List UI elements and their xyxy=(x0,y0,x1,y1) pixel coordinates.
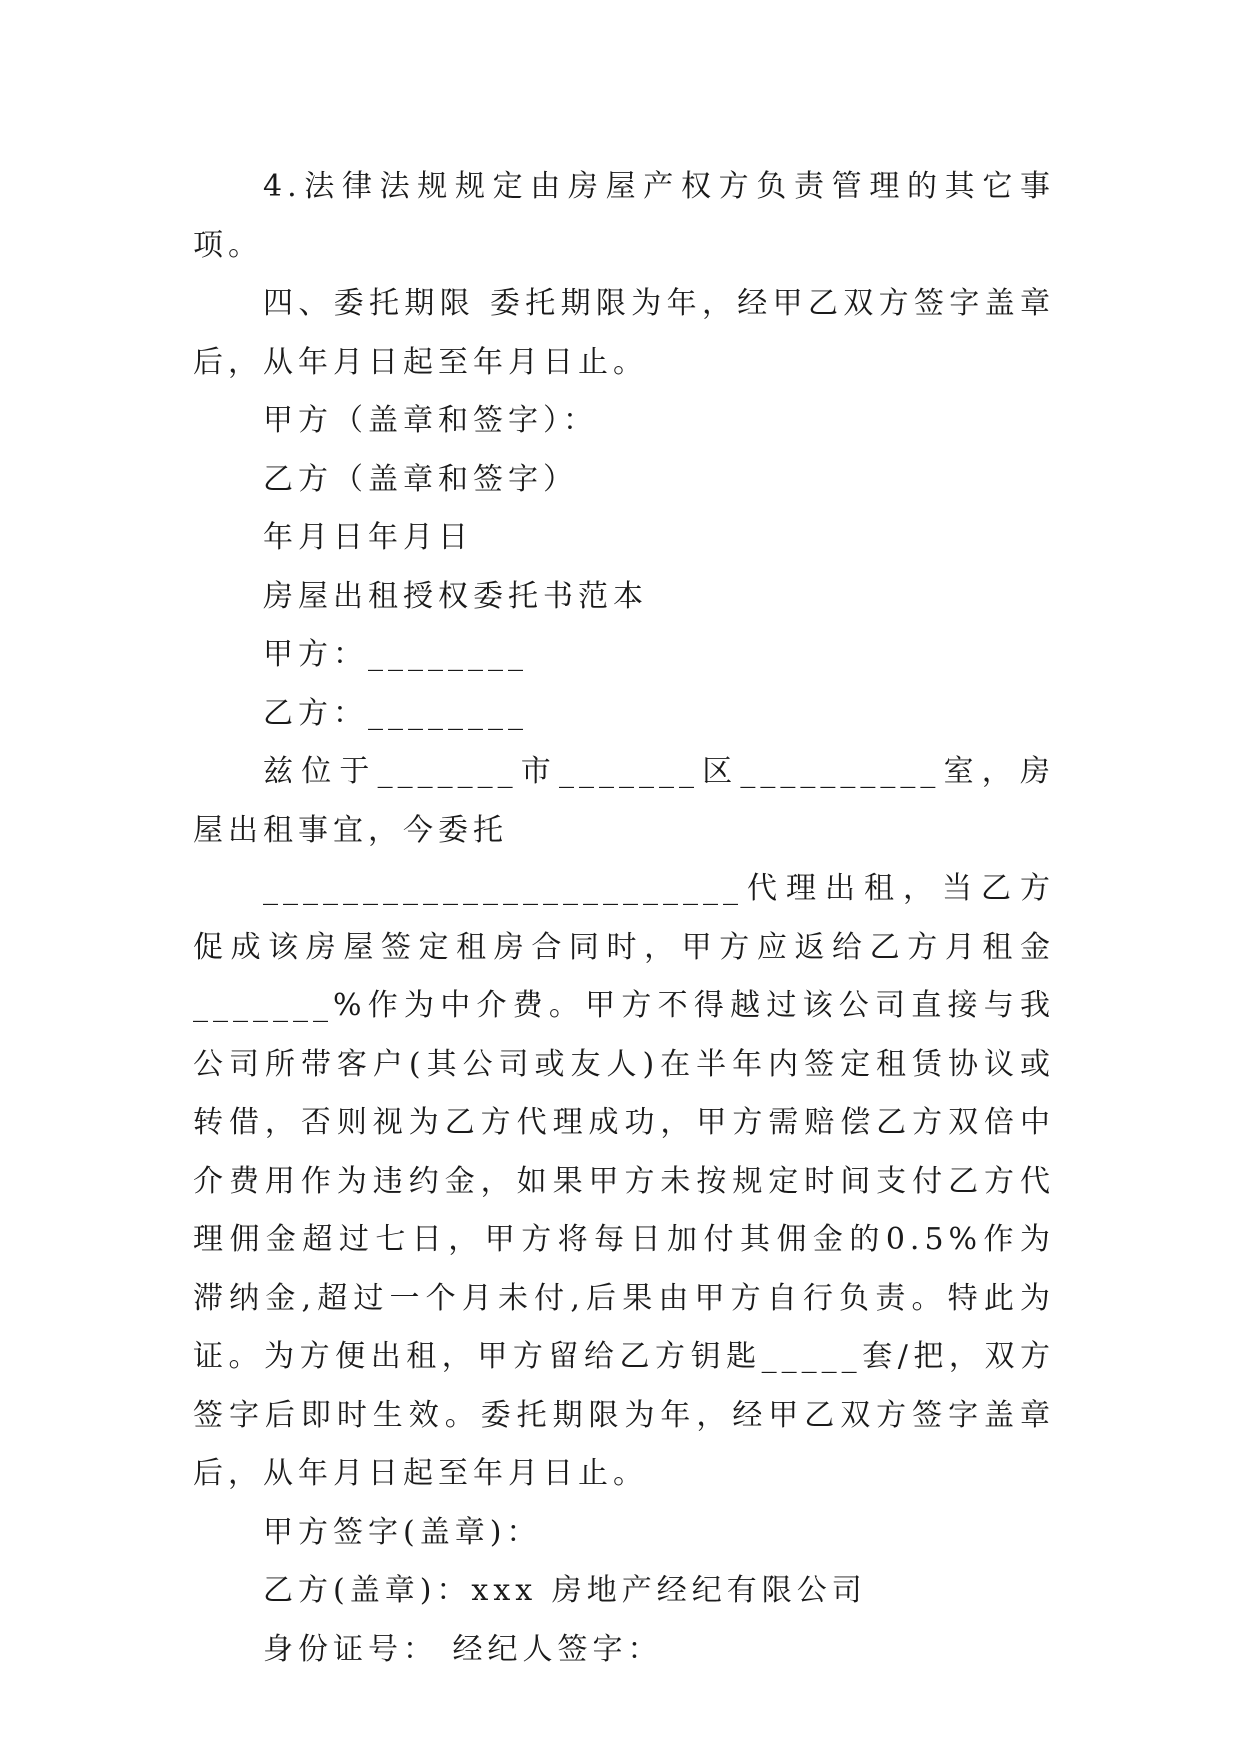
paragraph-party-a: 甲方：________ xyxy=(263,637,528,672)
paragraph-party-b-company: 乙方(盖章)：xxx 房地产经纪有限公司 xyxy=(263,1573,867,1608)
paragraph-party-a-signature: 甲方签字(盖章)： xyxy=(263,1514,542,1550)
paragraph-id-agent-signature: 身份证号： 经纪人签字： xyxy=(263,1631,663,1667)
document-subtitle: 房屋出租授权委托书范本 xyxy=(263,578,648,614)
paragraph-agency-terms: ________________________代理出租，当乙方促成该房屋签定租房合同时，甲方应返给乙方月租金_______%作为中介费。甲方不得越过该公司直接与我公司所带客户(其公司或友人)在半年内签定租赁协议或转借，否则视为乙方代理成功，甲方需赔偿乙方双倍中介费用作为违约金，如果甲方未按规定时间支付乙方代理佣金超过七日，甲方将每日加付其佣金的0.5%作为滞纳金,超过一个月未付,后果由甲方自行负责。特此为证。为方便出租，甲方留给乙方钥匙_____套/把，双方签字后即时生效。委托期限为年，经甲乙双方签字盖章后，从年月日起至年月日止。 xyxy=(193,871,1055,1491)
paragraph-item-4: 4.法律法规规定由房屋产权方负责管理的其它事项。 xyxy=(193,169,1055,263)
paragraph-property-location: 兹位于_______市_______区__________室，房屋出租事宜，今委托 xyxy=(193,754,1055,848)
paragraph-party-a-seal: 甲方（盖章和签字）： xyxy=(263,403,598,438)
paragraph-entrust-period: 四、委托期限 委托期限为年，经甲乙双方签字盖章后，从年月日起至年月日止。 xyxy=(193,286,1055,380)
paragraph-dates: 年月日年月日 xyxy=(263,520,473,555)
document-body xyxy=(193,158,1055,1679)
paragraph-party-b-seal: 乙方（盖章和签字） xyxy=(263,461,578,497)
paragraph-party-b: 乙方：________ xyxy=(263,695,528,731)
